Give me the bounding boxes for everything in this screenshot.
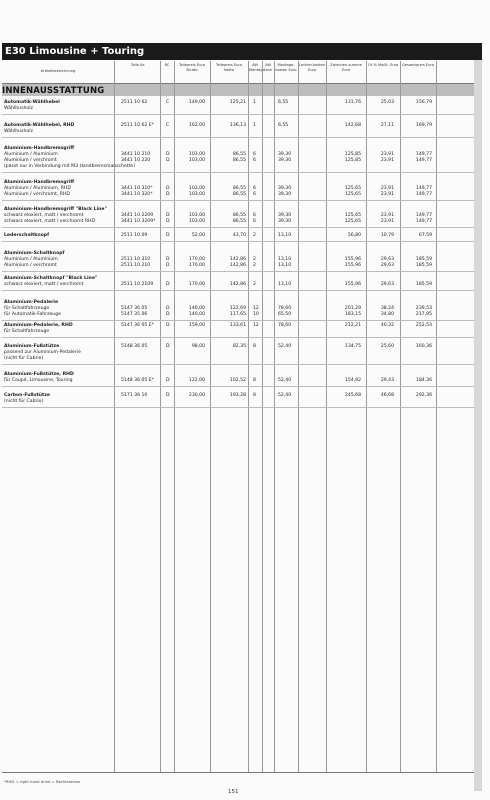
cell-part: 5147 36 05 E* <box>121 323 154 328</box>
page-edge-tab <box>474 43 482 791</box>
cell-rc: C <box>166 123 170 128</box>
cell-ges: 149,77 <box>415 158 432 163</box>
header-cell: RC <box>164 63 170 67</box>
item-description <box>4 393 118 405</box>
row-separator <box>2 386 474 387</box>
cell-rc: D <box>166 312 170 317</box>
cell-rc: D <box>166 306 170 311</box>
cell-brutto: 98,00 <box>191 344 205 349</box>
cell-mwst: 23,91 <box>380 152 394 157</box>
column-divider <box>400 61 401 772</box>
cell-zwi: 125,65 <box>344 186 361 191</box>
cell-mwst: 29,63 <box>380 263 394 268</box>
item-subline: Wählhusholz <box>4 129 33 134</box>
row-separator <box>2 320 474 321</box>
cell-ges: 149,77 <box>415 213 432 218</box>
cell-brutto: 103,00 <box>188 219 205 224</box>
cell-rc: D <box>166 192 170 197</box>
cell-brutto: 159,00 <box>188 323 205 328</box>
cell-netto: 142,86 <box>229 257 246 262</box>
column-divider <box>262 61 263 772</box>
header-cell: Teilepreis Euro Brutto <box>178 63 206 72</box>
cell-netto: 102,52 <box>229 378 246 383</box>
column-divider <box>274 61 275 772</box>
header-cell: 19 % MwSt. Euro <box>367 63 399 67</box>
header-cell: Zwischen-summe Euro <box>330 63 362 72</box>
cell-zwi: 131,76 <box>344 100 361 105</box>
item-title: Aluminium-Schaltknopf <box>4 251 65 256</box>
cell-aw: 6 <box>253 192 256 197</box>
cell-zwi: 125,65 <box>344 192 361 197</box>
page-header-bar <box>2 43 476 60</box>
cell-brutto: 149,00 <box>188 100 205 105</box>
row-separator <box>2 241 474 242</box>
cell-rc: D <box>166 233 170 238</box>
column-divider <box>326 61 327 772</box>
item-description <box>4 233 118 239</box>
cell-aw: 12 <box>253 323 259 328</box>
cell-mont: 13,10 <box>278 233 292 238</box>
cell-netto: 193,28 <box>229 393 246 398</box>
item-description <box>4 300 118 318</box>
cell-ges: 149,77 <box>415 152 432 157</box>
cell-part: 5147 35 06 <box>121 312 148 317</box>
cell-netto: 122,69 <box>229 306 246 311</box>
cell-ges: 67,59 <box>418 233 432 238</box>
cell-mwst: 40,32 <box>380 323 394 328</box>
cell-netto: 142,86 <box>229 282 246 287</box>
cell-part: 3441 10 2209 <box>121 213 154 218</box>
cell-part: 3441 10 310* <box>121 186 153 191</box>
cell-netto: 125,21 <box>229 100 246 105</box>
cell-part: 2511 10 2109 <box>121 282 154 287</box>
cell-rc: D <box>166 186 170 191</box>
cell-rc: D <box>166 378 170 383</box>
cell-part: 2511 10 210 <box>121 263 151 268</box>
cell-ges: 239,53 <box>415 306 432 311</box>
cell-zwi: 125,65 <box>344 219 361 224</box>
cell-ges: 292,36 <box>415 393 432 398</box>
cell-part: 3441 10 3209* <box>121 219 156 224</box>
item-subline: für Schaltfahrzeuge <box>4 329 50 334</box>
item-title: Automatik-Wählhebel <box>4 100 60 105</box>
cell-ges: 169,79 <box>415 123 432 128</box>
cell-netto: 117,65 <box>229 312 246 317</box>
cell-mont: 78,60 <box>278 323 292 328</box>
cell-aw: 6 <box>253 152 256 157</box>
cell-zwi: 155,96 <box>344 257 361 262</box>
page-header-title: E30 Limousine + Touring <box>5 46 145 57</box>
item-title: Aluminium-Fußstütze <box>4 344 60 349</box>
item-subline: für Schaltfahrzeuge <box>4 306 50 311</box>
item-title: Automatik-Wählhebel, RHD <box>4 123 75 128</box>
row-separator <box>2 227 474 228</box>
cell-netto: 86,55 <box>232 158 246 163</box>
cell-brutto: 103,00 <box>188 213 205 218</box>
item-subline: passend zur Aluminium-Pedalerie <box>4 350 81 355</box>
cell-mwst: 25,03 <box>380 100 394 105</box>
cell-zwi: 125,85 <box>344 152 361 157</box>
column-divider <box>366 61 367 772</box>
column-divider <box>174 61 175 772</box>
cell-mwst: 23,91 <box>380 158 394 163</box>
cell-brutto: 170,00 <box>188 282 205 287</box>
cell-netto: 136,13 <box>229 123 246 128</box>
cell-rc: C <box>166 100 170 105</box>
item-description <box>4 123 118 135</box>
item-description <box>4 276 118 288</box>
column-divider <box>298 61 299 772</box>
cell-zwi: 56,80 <box>347 233 361 238</box>
item-title: Aluminium-Pedalerie, RHD <box>4 323 73 328</box>
cell-brutto: 103,00 <box>188 186 205 191</box>
cell-mont: 78,60 <box>278 306 292 311</box>
cell-part: 2511 10 310 <box>121 257 151 262</box>
cell-aw: 8 <box>253 393 256 398</box>
cell-brutto: 162,00 <box>188 123 205 128</box>
cell-zwi: 142,68 <box>344 123 361 128</box>
cell-rc: D <box>166 263 170 268</box>
cell-ges: 185,59 <box>415 263 432 268</box>
cell-mont: 13,10 <box>278 282 292 287</box>
item-subline: schwarz eloxiert, matt / verchromt <box>4 282 84 287</box>
cell-zwi: 134,75 <box>344 344 361 349</box>
item-description <box>4 100 118 112</box>
cell-mont: 39,30 <box>278 158 292 163</box>
cell-ges: 149,77 <box>415 186 432 191</box>
section-title: INNENAUSSTATTUNG <box>2 86 105 96</box>
cell-mont: 39,30 <box>278 152 292 157</box>
cell-mwst: 29,43 <box>380 378 394 383</box>
cell-rc: D <box>166 152 170 157</box>
cell-part: 2511 10 09 <box>121 233 148 238</box>
cell-netto: 86,55 <box>232 186 246 191</box>
header-cell: Montage-kosten Euro <box>275 63 297 72</box>
cell-zwi: 183,15 <box>344 312 361 317</box>
cell-rc: D <box>166 393 170 398</box>
cell-aw: 8 <box>253 378 256 383</box>
cell-brutto: 146,00 <box>188 306 205 311</box>
cell-part: 5148 36 05 E* <box>121 378 154 383</box>
cell-part: 2511 10 62 E* <box>121 123 154 128</box>
header-cell: Teilepreis Euro Netto <box>215 63 243 72</box>
cell-mwst: 29,63 <box>380 282 394 287</box>
cell-rc: D <box>166 158 170 163</box>
item-title: Aluminium-Fußstütze, RHD <box>4 372 74 377</box>
item-description <box>4 180 118 198</box>
item-subline: für Coupé, Limousine, Touring <box>4 378 73 383</box>
cell-brutto: 230,00 <box>188 393 205 398</box>
cell-netto: 86,55 <box>232 152 246 157</box>
cell-mwst: 23,91 <box>380 213 394 218</box>
cell-aw: 6 <box>253 158 256 163</box>
column-divider <box>160 61 161 772</box>
cell-aw: 2 <box>253 233 256 238</box>
item-title: Aluminium-Handbremsgriff "Black Line" <box>4 207 107 212</box>
cell-zwi: 245,68 <box>344 393 361 398</box>
cell-ges: 185,59 <box>415 282 432 287</box>
cell-ges: 160,36 <box>415 344 432 349</box>
header-cell: Gesamtpreis Euro <box>401 63 435 67</box>
item-title: Carbon-Fußstütze <box>4 393 51 398</box>
cell-part: 5148 36 05 <box>121 344 148 349</box>
cell-rc: D <box>166 213 170 218</box>
cell-aw: 1 <box>253 100 256 105</box>
cell-ges: 185,59 <box>415 257 432 262</box>
item-subline: Aluminium / Aluminium, RHD <box>4 186 71 191</box>
cell-rc: D <box>166 323 170 328</box>
cell-netto: 142,86 <box>229 263 246 268</box>
item-description <box>4 323 118 335</box>
cell-zwi: 154,92 <box>344 378 361 383</box>
item-description <box>4 372 118 384</box>
cell-mwst: 23,91 <box>380 192 394 197</box>
item-subline: für Automatik-Fahrzeuge <box>4 312 61 317</box>
cell-part: 3441 10 320* <box>121 192 153 197</box>
item-title: Aluminium-Handbremsgriff <box>4 180 75 185</box>
cell-netto: 82,35 <box>232 344 246 349</box>
cell-netto: 86,55 <box>232 219 246 224</box>
item-title: Aluminium-Schaltknopf "Black Line" <box>4 276 98 281</box>
cell-zwi: 155,96 <box>344 282 361 287</box>
cell-rc: D <box>166 257 170 262</box>
item-description <box>4 251 118 269</box>
cell-ges: 156,79 <box>415 100 432 105</box>
cell-brutto: 103,00 <box>188 152 205 157</box>
cell-brutto: 170,00 <box>188 263 205 268</box>
cell-part: 2511 10 62 <box>121 100 148 105</box>
table-bottom-rule <box>2 772 474 773</box>
cell-part: 3441 10 210 <box>121 152 151 157</box>
cell-mont: 39,30 <box>278 213 292 218</box>
item-subline: Aluminium / verchromt, RHD <box>4 192 70 197</box>
footnote: *RHD = right hand drive = Rechtslenker <box>4 779 81 784</box>
cell-mont: 65,50 <box>278 312 292 317</box>
column-divider <box>210 61 211 772</box>
cell-part: 3441 10 220 <box>121 158 151 163</box>
row-separator <box>2 137 474 138</box>
header-cell: AW Lack <box>263 63 273 72</box>
header-cell: Teile-Nr. <box>130 63 146 67</box>
cell-aw: 6 <box>253 219 256 224</box>
cell-mont: 13,10 <box>278 263 292 268</box>
item-subline: schwarz eloxiert, matt / verchromt RHD <box>4 219 96 224</box>
cell-netto: 86,55 <box>232 192 246 197</box>
cell-aw: 8 <box>253 344 256 349</box>
cell-netto: 133,61 <box>229 323 246 328</box>
cell-brutto: 140,00 <box>188 312 205 317</box>
cell-aw: 2 <box>253 263 256 268</box>
cell-brutto: 170,00 <box>188 257 205 262</box>
cell-aw: 12 <box>253 306 259 311</box>
cell-aw: 10 <box>253 312 259 317</box>
cell-mont: 52,40 <box>278 378 292 383</box>
cell-aw: 1 <box>253 123 256 128</box>
item-subline: Aluminium / Aluminium <box>4 257 58 262</box>
header-cell: Artikelbezeichnung <box>40 69 76 73</box>
cell-mwst: 38,24 <box>380 306 394 311</box>
cell-ges: 217,95 <box>415 312 432 317</box>
item-description <box>4 344 118 362</box>
row-separator <box>2 114 474 115</box>
cell-ges: 252,53 <box>415 323 432 328</box>
cell-brutto: 122,00 <box>188 378 205 383</box>
cell-brutto: 103,00 <box>188 158 205 163</box>
item-subline: Aluminium / verchromt <box>4 158 57 163</box>
cell-netto: 43,70 <box>232 233 246 238</box>
cell-zwi: 125,65 <box>344 213 361 218</box>
cell-brutto: 103,00 <box>188 192 205 197</box>
cell-rc: D <box>166 219 170 224</box>
row-separator <box>2 407 474 408</box>
item-subline: Aluminium / verchromt <box>4 263 57 268</box>
cell-zwi: 201,29 <box>344 306 361 311</box>
page-number: 151 <box>228 789 239 795</box>
cell-ges: 184,36 <box>415 378 432 383</box>
cell-mwst: 27,11 <box>380 123 394 128</box>
item-subline: (passt nur in Verbindung mit M3 Handbremsmanschette) <box>4 164 136 169</box>
cell-aw: 2 <box>253 257 256 262</box>
cell-mont: 52,40 <box>278 393 292 398</box>
header-cell: AW Montage <box>249 63 265 72</box>
cell-aw: 6 <box>253 213 256 218</box>
cell-mont: 13,10 <box>278 257 292 262</box>
cell-mwst: 25,60 <box>380 344 394 349</box>
column-divider <box>436 61 437 772</box>
item-subline: Aluminium / Aluminium <box>4 152 58 157</box>
cell-rc: D <box>166 344 170 349</box>
cell-rc: D <box>166 282 170 287</box>
cell-mwst: 46,68 <box>380 393 394 398</box>
cell-mwst: 29,63 <box>380 257 394 262</box>
row-separator <box>2 290 474 291</box>
cell-part: 5171 36 10 <box>121 393 148 398</box>
cell-part: 5147 36 05 <box>121 306 148 311</box>
cell-brutto: 52,00 <box>191 233 205 238</box>
cell-aw: 2 <box>253 282 256 287</box>
item-subline: Wählhusholz <box>4 106 33 111</box>
item-subline: (nicht für Cabrio) <box>4 399 44 404</box>
cell-mwst: 10,79 <box>380 233 394 238</box>
row-separator <box>2 271 474 272</box>
cell-zwi: 125,85 <box>344 158 361 163</box>
item-subline: schwarz eloxiert, matt / verchromt <box>4 213 84 218</box>
cell-aw: 6 <box>253 186 256 191</box>
row-separator <box>2 337 474 338</box>
cell-mont: 6,55 <box>278 123 289 128</box>
cell-netto: 86,55 <box>232 213 246 218</box>
cell-ges: 149,77 <box>415 219 432 224</box>
row-separator <box>2 364 474 365</box>
cell-mwst: 23,91 <box>380 219 394 224</box>
item-description <box>4 207 118 225</box>
cell-zwi: 212,21 <box>344 323 361 328</box>
cell-mont: 52,40 <box>278 344 292 349</box>
item-title: Aluminium-Handbremsgriff <box>4 146 75 151</box>
cell-mont: 39,30 <box>278 186 292 191</box>
row-separator <box>2 200 474 201</box>
item-title: Lederschaltknopf <box>4 233 50 238</box>
cell-mont: 39,30 <box>278 219 292 224</box>
cell-mont: 6,55 <box>278 100 289 105</box>
table-header <box>2 61 474 84</box>
item-title: Aluminium-Pedalerie <box>4 300 59 305</box>
column-divider <box>248 61 249 772</box>
item-subline: (nicht für Cabrio) <box>4 356 44 361</box>
header-cell: Lackier-kosten Euro <box>299 63 325 72</box>
cell-mwst: 23,91 <box>380 186 394 191</box>
row-separator <box>2 172 474 173</box>
cell-mwst: 34,80 <box>380 312 394 317</box>
cell-ges: 149,77 <box>415 192 432 197</box>
cell-mont: 39,30 <box>278 192 292 197</box>
cell-zwi: 155,96 <box>344 263 361 268</box>
